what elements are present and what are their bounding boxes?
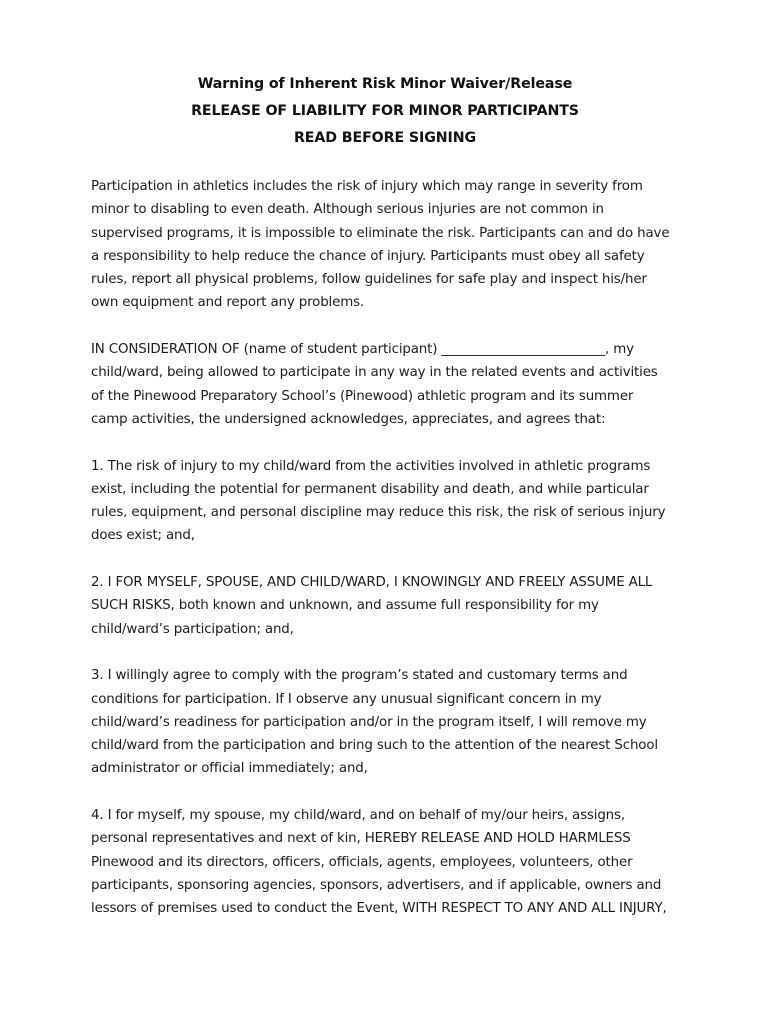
text-line: a responsibility to help reduce the chance of injury. Participants must obey all safety	[91, 248, 645, 264]
text-line: 2. I FOR MYSELF, SPOUSE, AND CHILD/WARD, I KNOWINGLY AND FREELY ASSUME ALL	[91, 575, 653, 591]
paragraph-clause-3	[91, 664, 691, 780]
text-line: child/ward’s readiness for participation and/or in the program itself, I will remove my	[91, 714, 647, 730]
text-line: lessors of premises used to conduct the Event, WITH RESPECT TO ANY AND ALL INJURY,	[91, 901, 667, 917]
text-line: of the Pinewood Preparatory School’s (Pinewood) athletic program and its summer	[91, 388, 634, 404]
document-body	[91, 175, 691, 944]
text-line: child/ward, being allowed to participate in any way in the related events and activities	[91, 365, 658, 381]
text-line: minor to disabling to even death. Although serious injuries are not common in	[91, 202, 604, 218]
text-line: child/ward’s participation; and,	[91, 621, 294, 637]
text-line: Participation in athletics includes the risk of injury which may range in severity from	[91, 179, 643, 194]
text-line: personal representatives and next of kin, HEREBY RELEASE AND HOLD HARMLESS	[91, 831, 631, 847]
text-line: rules, equipment, and personal discipline may reduce this risk, the risk of serious injury	[91, 505, 666, 521]
text-line: 4. I for myself, my spouse, my child/ward, and on behalf of my/our heirs, assigns,	[91, 808, 625, 824]
paragraph-clause-1	[91, 455, 691, 548]
paragraph-clause-4	[91, 804, 691, 920]
text-line: rules, report all physical problems, follow guidelines for safe play and inspect his/her	[91, 272, 647, 288]
document-title: Warning of Inherent Risk Minor Waiver/Release	[197, 76, 573, 92]
document-header	[0, 71, 770, 152]
paragraph-consideration	[91, 338, 691, 431]
paragraph-clause-2	[91, 571, 691, 641]
text-line: IN CONSIDERATION OF (name of student participant) _________________________, my	[91, 342, 634, 358]
document-subtitle: RELEASE OF LIABILITY FOR MINOR PARTICIPANTS	[191, 103, 579, 119]
text-line: exist, including the potential for permanent disability and death, and while particular	[91, 481, 649, 497]
signing-instruction: READ BEFORE SIGNING	[293, 130, 477, 146]
text-line: 3. I willingly agree to comply with the program’s stated and customary terms and	[91, 668, 628, 684]
text-line: 1. The risk of injury to my child/ward from the activities involved in athletic programs	[91, 458, 651, 474]
text-line: Pinewood and its directors, officers, officials, agents, employees, volunteers, other	[91, 854, 633, 870]
text-line: administrator or official immediately; and,	[91, 761, 368, 777]
text-line: participants, sponsoring agencies, sponsors, advertisers, and if applicable, owners and	[91, 877, 662, 893]
text-line: camp activities, the undersigned acknowledges, appreciates, and agrees that:	[91, 411, 606, 427]
text-line: own equipment and report any problems.	[91, 295, 365, 311]
text-line: conditions for participation. If I observe any unusual significant concern in my	[91, 691, 602, 707]
paragraph-intro	[91, 175, 691, 315]
text-line: does exist; and,	[91, 528, 195, 544]
text-line: child/ward from the participation and bring such to the attention of the nearest School	[91, 738, 658, 754]
text-line: supervised programs, it is impossible to eliminate the risk. Participants can and do have	[91, 225, 670, 241]
text-line: SUCH RISKS, both known and unknown, and assume full responsibility for my	[91, 598, 599, 614]
